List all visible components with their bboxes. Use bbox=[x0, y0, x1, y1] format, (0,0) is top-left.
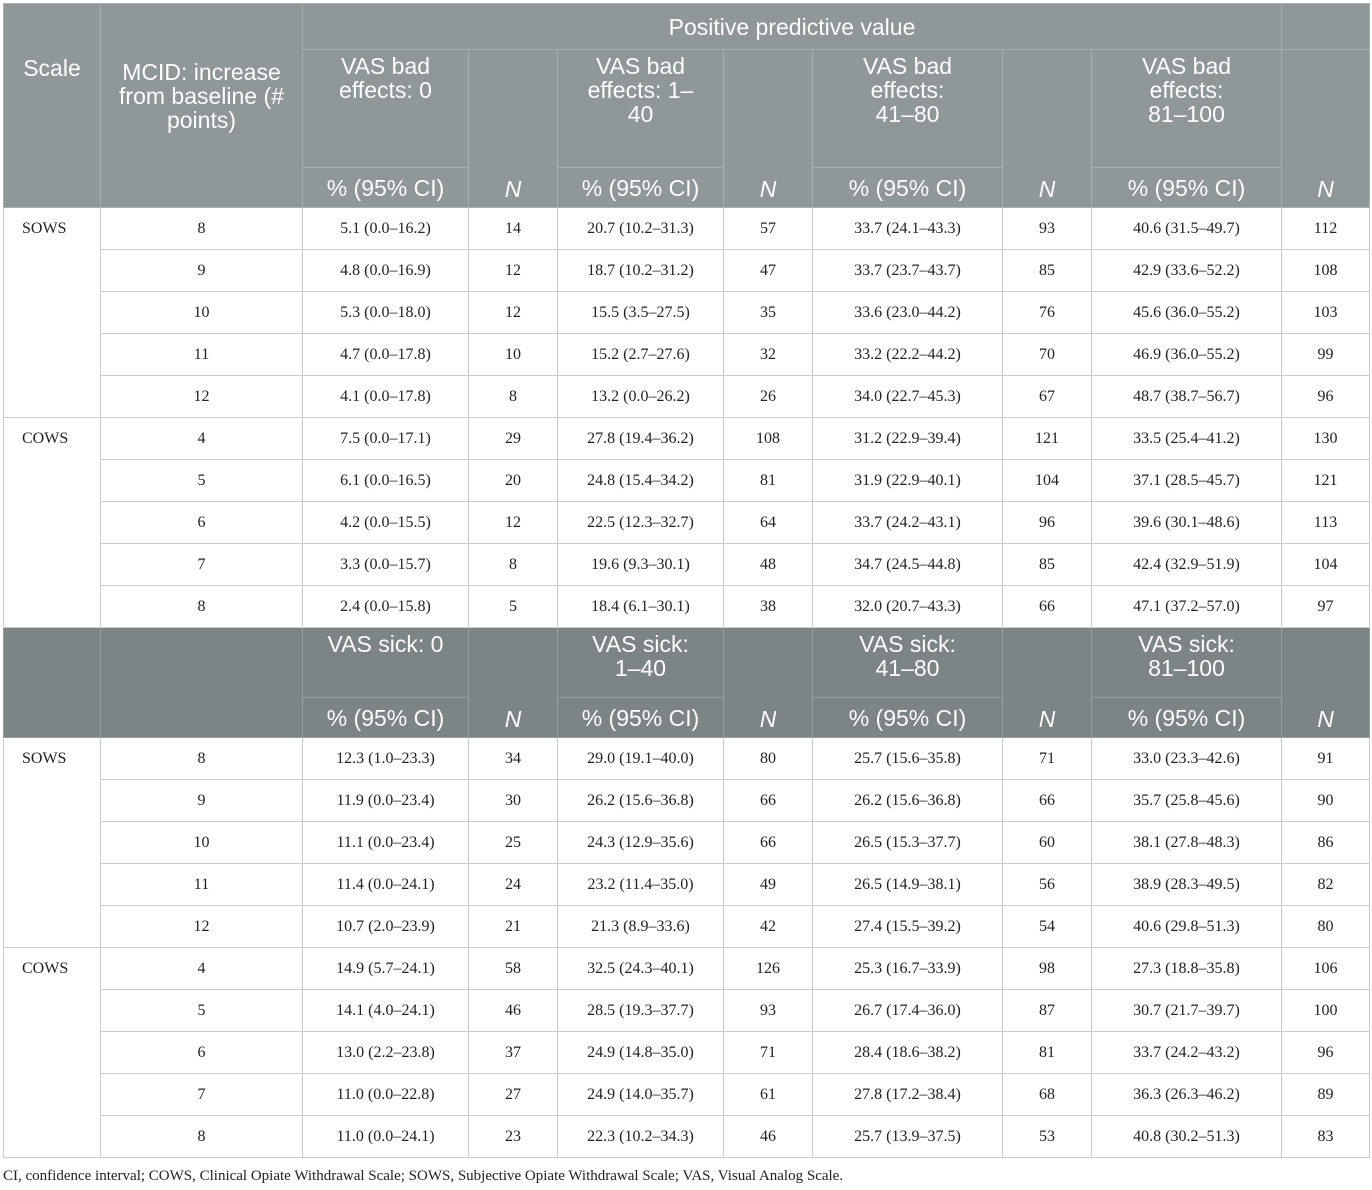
n-cell: 104 bbox=[1003, 460, 1092, 502]
ppv-cell: 33.7 (24.2–43.1) bbox=[813, 502, 1003, 544]
n-cell: 14 bbox=[469, 208, 558, 250]
pct-ci-label: % (95% CI) bbox=[581, 704, 700, 731]
ppv-cell: 42.9 (33.6–52.2) bbox=[1092, 250, 1282, 292]
table-row bbox=[4, 586, 1370, 628]
mcid-cell: 4 bbox=[101, 418, 303, 460]
ppv-cell: 32.5 (24.3–40.1) bbox=[558, 948, 724, 990]
ppv-cell: 33.7 (24.1–43.3) bbox=[813, 208, 1003, 250]
group-header bbox=[1092, 628, 1282, 698]
pct-ci-header bbox=[558, 168, 724, 208]
ppv-header-label: Positive predictive value bbox=[668, 13, 916, 40]
n-cell: 29 bbox=[469, 418, 558, 460]
pct-ci-label: % (95% CI) bbox=[326, 704, 445, 731]
ppv-cell: 22.3 (10.2–34.3) bbox=[558, 1116, 724, 1158]
ppv-cell: 10.7 (2.0–23.9) bbox=[303, 906, 469, 948]
n-header bbox=[469, 628, 558, 738]
ppv-cell: 33.0 (23.3–42.6) bbox=[1092, 738, 1282, 780]
ppv-cell: 31.2 (22.9–39.4) bbox=[813, 418, 1003, 460]
ppv-cell: 33.6 (23.0–44.2) bbox=[813, 292, 1003, 334]
ppv-cell: 13.2 (0.0–26.2) bbox=[558, 376, 724, 418]
n-cell: 85 bbox=[1003, 544, 1092, 586]
n-cell: 91 bbox=[1282, 738, 1370, 780]
n-cell: 81 bbox=[1003, 1032, 1092, 1074]
n-header bbox=[1003, 50, 1092, 208]
n-cell: 106 bbox=[1282, 948, 1370, 990]
ppv-cell: 28.5 (19.3–37.7) bbox=[558, 990, 724, 1032]
n-cell: 100 bbox=[1282, 990, 1370, 1032]
pct-ci-label: % (95% CI) bbox=[581, 174, 700, 201]
ppv-cell: 24.9 (14.0–35.7) bbox=[558, 1074, 724, 1116]
ppv-cell: 21.3 (8.9–33.6) bbox=[558, 906, 724, 948]
ppv-cell: 11.4 (0.0–24.1) bbox=[303, 864, 469, 906]
n-cell: 66 bbox=[724, 780, 813, 822]
ppv-header bbox=[303, 4, 1282, 50]
mcid-cell: 11 bbox=[101, 334, 303, 376]
ppv-cell: 26.5 (15.3–37.7) bbox=[813, 822, 1003, 864]
group-header bbox=[558, 628, 724, 698]
ppv-cell: 27.4 (15.5–39.2) bbox=[813, 906, 1003, 948]
n-cell: 67 bbox=[1003, 376, 1092, 418]
n-cell: 58 bbox=[469, 948, 558, 990]
mcid-cell: 10 bbox=[101, 822, 303, 864]
n-cell: 8 bbox=[469, 544, 558, 586]
mcid-cell: 9 bbox=[101, 250, 303, 292]
n-cell: 99 bbox=[1282, 334, 1370, 376]
ppv-cell: 11.0 (0.0–22.8) bbox=[303, 1074, 469, 1116]
n-header bbox=[724, 50, 813, 208]
group-header bbox=[303, 628, 469, 698]
header-row-top bbox=[4, 4, 1370, 50]
n-cell: 108 bbox=[1282, 250, 1370, 292]
ppv-cell: 2.4 (0.0–15.8) bbox=[303, 586, 469, 628]
ppv-cell: 38.1 (27.8–48.3) bbox=[1092, 822, 1282, 864]
n-cell: 53 bbox=[1003, 1116, 1092, 1158]
table-row bbox=[4, 1116, 1370, 1158]
mcid-cell: 9 bbox=[101, 780, 303, 822]
n-cell: 87 bbox=[1003, 990, 1092, 1032]
pct-ci-header bbox=[813, 698, 1003, 738]
ppv-cell: 27.3 (18.8–35.8) bbox=[1092, 948, 1282, 990]
section2-header-blank bbox=[4, 628, 101, 738]
n-label: N bbox=[1317, 706, 1334, 732]
n-cell: 89 bbox=[1282, 1074, 1370, 1116]
n-cell: 93 bbox=[1003, 208, 1092, 250]
ppv-cell: 6.1 (0.0–16.5) bbox=[303, 460, 469, 502]
n-cell: 64 bbox=[724, 502, 813, 544]
ppv-cell: 18.7 (10.2–31.2) bbox=[558, 250, 724, 292]
n-cell: 66 bbox=[724, 822, 813, 864]
n-cell: 32 bbox=[724, 334, 813, 376]
pct-ci-label: % (95% CI) bbox=[848, 174, 967, 201]
n-header bbox=[1003, 628, 1092, 738]
pct-ci-label: % (95% CI) bbox=[1127, 174, 1246, 201]
ppv-cell: 25.3 (16.7–33.9) bbox=[813, 948, 1003, 990]
mcid-cell: 6 bbox=[101, 1032, 303, 1074]
n-cell: 96 bbox=[1282, 1032, 1370, 1074]
ppv-cell: 33.2 (22.2–44.2) bbox=[813, 334, 1003, 376]
n-cell: 12 bbox=[469, 502, 558, 544]
scale-cell: COWS bbox=[4, 418, 101, 628]
table-row bbox=[4, 502, 1370, 544]
section2-body bbox=[4, 738, 1370, 1158]
ppv-cell: 30.7 (21.7–39.7) bbox=[1092, 990, 1282, 1032]
n-cell: 60 bbox=[1003, 822, 1092, 864]
n-label: N bbox=[1038, 176, 1056, 202]
pct-ci-header bbox=[303, 698, 469, 738]
ppv-header-blank bbox=[1282, 4, 1370, 50]
mcid-cell: 8 bbox=[101, 738, 303, 780]
group-label: VAS sick: 0 bbox=[327, 631, 444, 657]
ppv-cell: 33.5 (25.4–41.2) bbox=[1092, 418, 1282, 460]
n-cell: 82 bbox=[1282, 864, 1370, 906]
table-row bbox=[4, 376, 1370, 418]
ppv-cell: 22.5 (12.3–32.7) bbox=[558, 502, 724, 544]
mcid-header-label: MCID: increase from baseline (# points) bbox=[119, 59, 284, 133]
ppv-cell: 26.2 (15.6–36.8) bbox=[813, 780, 1003, 822]
n-cell: 56 bbox=[1003, 864, 1092, 906]
ppv-cell: 47.1 (37.2–57.0) bbox=[1092, 586, 1282, 628]
ppv-cell: 27.8 (17.2–38.4) bbox=[813, 1074, 1003, 1116]
ppv-cell: 40.6 (31.5–49.7) bbox=[1092, 208, 1282, 250]
table-row bbox=[4, 990, 1370, 1032]
n-cell: 23 bbox=[469, 1116, 558, 1158]
ppv-cell: 40.8 (30.2–51.3) bbox=[1092, 1116, 1282, 1158]
n-cell: 76 bbox=[1003, 292, 1092, 334]
table-row bbox=[4, 250, 1370, 292]
n-cell: 57 bbox=[724, 208, 813, 250]
table-row bbox=[4, 948, 1370, 990]
group-header bbox=[1092, 50, 1282, 168]
n-cell: 10 bbox=[469, 334, 558, 376]
ppv-cell: 26.5 (14.9–38.1) bbox=[813, 864, 1003, 906]
n-cell: 71 bbox=[724, 1032, 813, 1074]
ppv-cell: 37.1 (28.5–45.7) bbox=[1092, 460, 1282, 502]
ppv-cell: 5.3 (0.0–18.0) bbox=[303, 292, 469, 334]
ppv-cell: 26.2 (15.6–36.8) bbox=[558, 780, 724, 822]
ppv-cell: 24.9 (14.8–35.0) bbox=[558, 1032, 724, 1074]
n-cell: 96 bbox=[1282, 376, 1370, 418]
table-row bbox=[4, 780, 1370, 822]
ppv-cell: 24.3 (12.9–35.6) bbox=[558, 822, 724, 864]
n-cell: 113 bbox=[1282, 502, 1370, 544]
ppv-cell: 28.4 (18.6–38.2) bbox=[813, 1032, 1003, 1074]
n-cell: 47 bbox=[724, 250, 813, 292]
n-cell: 46 bbox=[469, 990, 558, 1032]
group-header bbox=[813, 50, 1003, 168]
pct-ci-header bbox=[303, 168, 469, 208]
ppv-cell: 26.7 (17.4–36.0) bbox=[813, 990, 1003, 1032]
ppv-cell: 36.3 (26.3–46.2) bbox=[1092, 1074, 1282, 1116]
n-cell: 38 bbox=[724, 586, 813, 628]
group-label: VAS sick: 81–100 bbox=[1138, 631, 1235, 681]
ppv-cell: 25.7 (15.6–35.8) bbox=[813, 738, 1003, 780]
ppv-cell: 23.2 (11.4–35.0) bbox=[558, 864, 724, 906]
table-row bbox=[4, 1032, 1370, 1074]
pct-ci-label: % (95% CI) bbox=[848, 704, 967, 731]
ppv-cell: 11.9 (0.0–23.4) bbox=[303, 780, 469, 822]
ppv-cell: 32.0 (20.7–43.3) bbox=[813, 586, 1003, 628]
n-cell: 103 bbox=[1282, 292, 1370, 334]
ppv-cell: 7.5 (0.0–17.1) bbox=[303, 418, 469, 460]
n-cell: 130 bbox=[1282, 418, 1370, 460]
scale-header-label: Scale bbox=[23, 55, 81, 81]
mcid-cell: 5 bbox=[101, 990, 303, 1032]
n-cell: 93 bbox=[724, 990, 813, 1032]
n-cell: 35 bbox=[724, 292, 813, 334]
table-row bbox=[4, 334, 1370, 376]
group-label: VAS sick: 1–40 bbox=[592, 631, 689, 681]
n-label: N bbox=[759, 176, 777, 202]
ppv-cell: 14.1 (4.0–24.1) bbox=[303, 990, 469, 1032]
ppv-cell: 4.7 (0.0–17.8) bbox=[303, 334, 469, 376]
n-label: N bbox=[504, 706, 522, 732]
ppv-cell: 31.9 (22.9–40.1) bbox=[813, 460, 1003, 502]
ppv-cell: 34.0 (22.7–45.3) bbox=[813, 376, 1003, 418]
mcid-header bbox=[101, 4, 303, 208]
n-cell: 27 bbox=[469, 1074, 558, 1116]
ppv-cell: 40.6 (29.8–51.3) bbox=[1092, 906, 1282, 948]
table-row bbox=[4, 460, 1370, 502]
mcid-cell: 8 bbox=[101, 208, 303, 250]
mcid-cell: 8 bbox=[101, 586, 303, 628]
n-cell: 66 bbox=[1003, 586, 1092, 628]
mcid-cell: 5 bbox=[101, 460, 303, 502]
table-row bbox=[4, 822, 1370, 864]
table-row bbox=[4, 418, 1370, 460]
table-row bbox=[4, 1074, 1370, 1116]
n-cell: 26 bbox=[724, 376, 813, 418]
ppv-cell: 11.0 (0.0–24.1) bbox=[303, 1116, 469, 1158]
scale-cell: SOWS bbox=[4, 738, 101, 948]
mcid-cell: 8 bbox=[101, 1116, 303, 1158]
n-cell: 8 bbox=[469, 376, 558, 418]
group-header bbox=[558, 50, 724, 168]
n-cell: 112 bbox=[1282, 208, 1370, 250]
n-label: N bbox=[759, 706, 777, 732]
n-cell: 54 bbox=[1003, 906, 1092, 948]
mcid-cell: 4 bbox=[101, 948, 303, 990]
n-cell: 83 bbox=[1282, 1116, 1370, 1158]
ppv-cell: 11.1 (0.0–23.4) bbox=[303, 822, 469, 864]
pct-ci-label: % (95% CI) bbox=[1127, 704, 1246, 731]
mcid-cell: 7 bbox=[101, 1074, 303, 1116]
n-cell: 30 bbox=[469, 780, 558, 822]
pct-ci-header bbox=[1092, 698, 1282, 738]
ppv-cell: 19.6 (9.3–30.1) bbox=[558, 544, 724, 586]
table-footnote: CI, confidence interval; COWS, Clinical Opiate Withdrawal Scale; SOWS, Subjective Opiate Withdrawal Scale; VAS, Visual Analog Scale. bbox=[3, 1168, 844, 1184]
ppv-cell: 20.7 (10.2–31.3) bbox=[558, 208, 724, 250]
ppv-cell: 25.7 (13.9–37.5) bbox=[813, 1116, 1003, 1158]
n-cell: 86 bbox=[1282, 822, 1370, 864]
mcid-cell: 12 bbox=[101, 906, 303, 948]
ppv-cell: 33.7 (23.7–43.7) bbox=[813, 250, 1003, 292]
n-cell: 97 bbox=[1282, 586, 1370, 628]
pct-ci-header bbox=[813, 168, 1003, 208]
ppv-cell: 46.9 (36.0–55.2) bbox=[1092, 334, 1282, 376]
ppv-table bbox=[3, 3, 1370, 1158]
n-cell: 24 bbox=[469, 864, 558, 906]
n-cell: 20 bbox=[469, 460, 558, 502]
n-cell: 49 bbox=[724, 864, 813, 906]
n-cell: 71 bbox=[1003, 738, 1092, 780]
n-cell: 5 bbox=[469, 586, 558, 628]
ppv-cell: 35.7 (25.8–45.6) bbox=[1092, 780, 1282, 822]
ppv-cell: 12.3 (1.0–23.3) bbox=[303, 738, 469, 780]
section1-body bbox=[4, 208, 1370, 628]
section2-header-row bbox=[4, 628, 1370, 698]
n-cell: 46 bbox=[724, 1116, 813, 1158]
n-cell: 108 bbox=[724, 418, 813, 460]
n-header bbox=[469, 50, 558, 208]
mcid-cell: 7 bbox=[101, 544, 303, 586]
ppv-cell: 48.7 (38.7–56.7) bbox=[1092, 376, 1282, 418]
n-cell: 90 bbox=[1282, 780, 1370, 822]
mcid-cell: 12 bbox=[101, 376, 303, 418]
pct-ci-header bbox=[1092, 168, 1282, 208]
ppv-cell: 45.6 (36.0–55.2) bbox=[1092, 292, 1282, 334]
n-cell: 66 bbox=[1003, 780, 1092, 822]
scale-header bbox=[4, 4, 101, 208]
n-cell: 85 bbox=[1003, 250, 1092, 292]
n-cell: 70 bbox=[1003, 334, 1092, 376]
group-header bbox=[303, 50, 469, 168]
n-cell: 48 bbox=[724, 544, 813, 586]
n-header bbox=[724, 628, 813, 738]
table-row bbox=[4, 738, 1370, 780]
ppv-cell: 29.0 (19.1–40.0) bbox=[558, 738, 724, 780]
ppv-cell: 15.2 (2.7–27.6) bbox=[558, 334, 724, 376]
group-label: VAS bad effects: 0 bbox=[339, 53, 432, 103]
n-cell: 34 bbox=[469, 738, 558, 780]
n-cell: 37 bbox=[469, 1032, 558, 1074]
group-label: VAS bad effects: 1–40 bbox=[587, 53, 694, 127]
n-header bbox=[1282, 628, 1370, 738]
section2-header bbox=[4, 628, 1370, 738]
n-cell: 96 bbox=[1003, 502, 1092, 544]
n-header bbox=[1282, 50, 1370, 208]
n-cell: 21 bbox=[469, 906, 558, 948]
ppv-cell: 4.2 (0.0–15.5) bbox=[303, 502, 469, 544]
ppv-cell: 27.8 (19.4–36.2) bbox=[558, 418, 724, 460]
n-cell: 42 bbox=[724, 906, 813, 948]
n-cell: 25 bbox=[469, 822, 558, 864]
table-row bbox=[4, 864, 1370, 906]
table-row bbox=[4, 906, 1370, 948]
ppv-cell: 39.6 (30.1–48.6) bbox=[1092, 502, 1282, 544]
pct-ci-header bbox=[558, 698, 724, 738]
n-cell: 80 bbox=[724, 738, 813, 780]
mcid-cell: 11 bbox=[101, 864, 303, 906]
n-cell: 104 bbox=[1282, 544, 1370, 586]
group-header bbox=[813, 628, 1003, 698]
ppv-cell: 4.1 (0.0–17.8) bbox=[303, 376, 469, 418]
n-label: N bbox=[504, 176, 522, 202]
table-row bbox=[4, 292, 1370, 334]
n-label: N bbox=[1038, 706, 1056, 732]
group-label: VAS bad effects: 81–100 bbox=[1141, 53, 1232, 127]
scale-cell: COWS bbox=[4, 948, 101, 1158]
n-label: N bbox=[1317, 176, 1334, 202]
ppv-cell: 42.4 (32.9–51.9) bbox=[1092, 544, 1282, 586]
scale-cell: SOWS bbox=[4, 208, 101, 418]
ppv-cell: 24.8 (15.4–34.2) bbox=[558, 460, 724, 502]
ppv-cell: 4.8 (0.0–16.9) bbox=[303, 250, 469, 292]
n-cell: 126 bbox=[724, 948, 813, 990]
ppv-cell: 14.9 (5.7–24.1) bbox=[303, 948, 469, 990]
mcid-cell: 10 bbox=[101, 292, 303, 334]
ppv-cell: 5.1 (0.0–16.2) bbox=[303, 208, 469, 250]
table-row bbox=[4, 544, 1370, 586]
pct-ci-label: % (95% CI) bbox=[326, 174, 445, 201]
ppv-cell: 33.7 (24.2–43.2) bbox=[1092, 1032, 1282, 1074]
n-cell: 80 bbox=[1282, 906, 1370, 948]
n-cell: 12 bbox=[469, 292, 558, 334]
ppv-cell: 38.9 (28.3–49.5) bbox=[1092, 864, 1282, 906]
n-cell: 81 bbox=[724, 460, 813, 502]
n-cell: 68 bbox=[1003, 1074, 1092, 1116]
n-cell: 98 bbox=[1003, 948, 1092, 990]
n-cell: 121 bbox=[1003, 418, 1092, 460]
n-cell: 61 bbox=[724, 1074, 813, 1116]
group-label: VAS bad effects: 41–80 bbox=[862, 53, 953, 127]
section2-header-blank bbox=[101, 628, 303, 738]
mcid-cell: 6 bbox=[101, 502, 303, 544]
table-row bbox=[4, 208, 1370, 250]
n-cell: 121 bbox=[1282, 460, 1370, 502]
ppv-cell: 15.5 (3.5–27.5) bbox=[558, 292, 724, 334]
ppv-cell: 3.3 (0.0–15.7) bbox=[303, 544, 469, 586]
ppv-cell: 18.4 (6.1–30.1) bbox=[558, 586, 724, 628]
ppv-cell: 13.0 (2.2–23.8) bbox=[303, 1032, 469, 1074]
n-cell: 12 bbox=[469, 250, 558, 292]
ppv-cell: 34.7 (24.5–44.8) bbox=[813, 544, 1003, 586]
group-label: VAS sick: 41–80 bbox=[859, 631, 956, 681]
